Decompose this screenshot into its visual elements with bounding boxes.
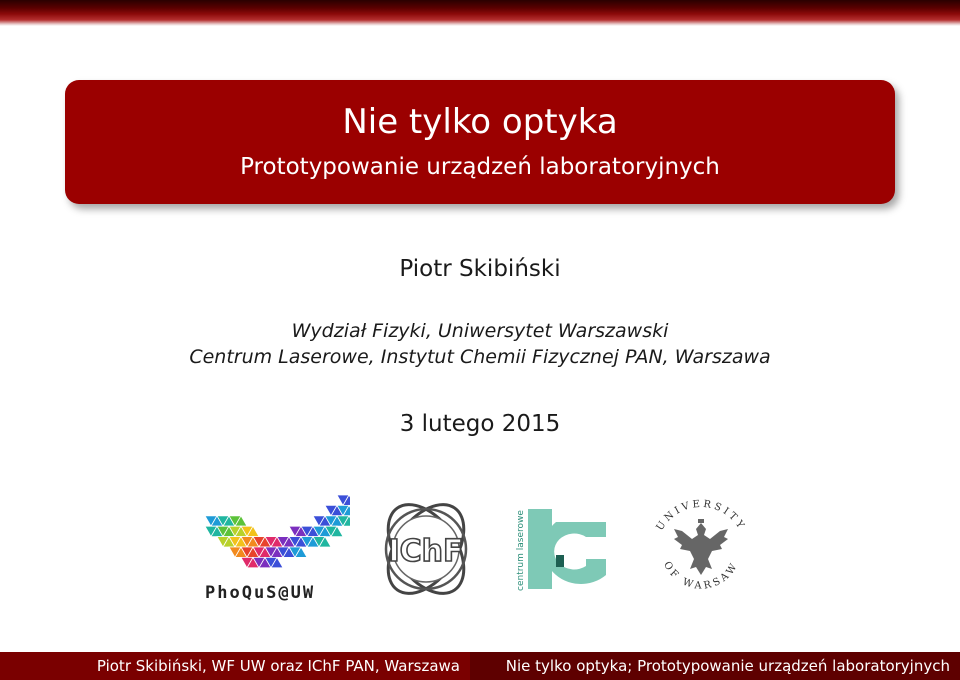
svg-text:OF WARSAW: OF WARSAW	[661, 559, 742, 592]
phoqus-logo	[205, 495, 350, 605]
slide-title: Nie tylko optyka	[342, 102, 618, 142]
slide-subtitle: Prototypowanie urządzeń laboratoryjnych	[240, 154, 720, 180]
author-name: Piotr Skibiński	[399, 256, 561, 282]
centrum-laserowe-logo	[512, 505, 612, 595]
phoqus-logo-text: PhoQuS@UW	[205, 583, 316, 603]
centrum-laserowe-text: centrum laserowe	[516, 510, 526, 591]
institution-line-1: Wydział Fizyki, Uniwersytet Warszawski	[291, 320, 669, 342]
ichf-logo-text: IChF	[388, 534, 464, 569]
presentation-date: 3 lutego 2015	[399, 411, 561, 437]
footer-bar	[0, 652, 960, 680]
footer-author: Piotr Skibiński, WF UW oraz IChF PAN, Warszawa	[0, 652, 470, 680]
ichf-logo	[372, 495, 480, 603]
title-block	[65, 80, 895, 204]
footer-title: Nie tylko optyka; Prototypowanie urządzeń laboratoryjnych	[470, 652, 960, 680]
university-of-warsaw-logo	[645, 493, 757, 609]
svg-text:UNIVERSITY: UNIVERSITY	[654, 498, 748, 533]
top-bar	[0, 0, 960, 26]
institution-line-2: Centrum Laserowe, Instytut Chemii Fizycznej PAN, Warszawa	[189, 346, 771, 368]
